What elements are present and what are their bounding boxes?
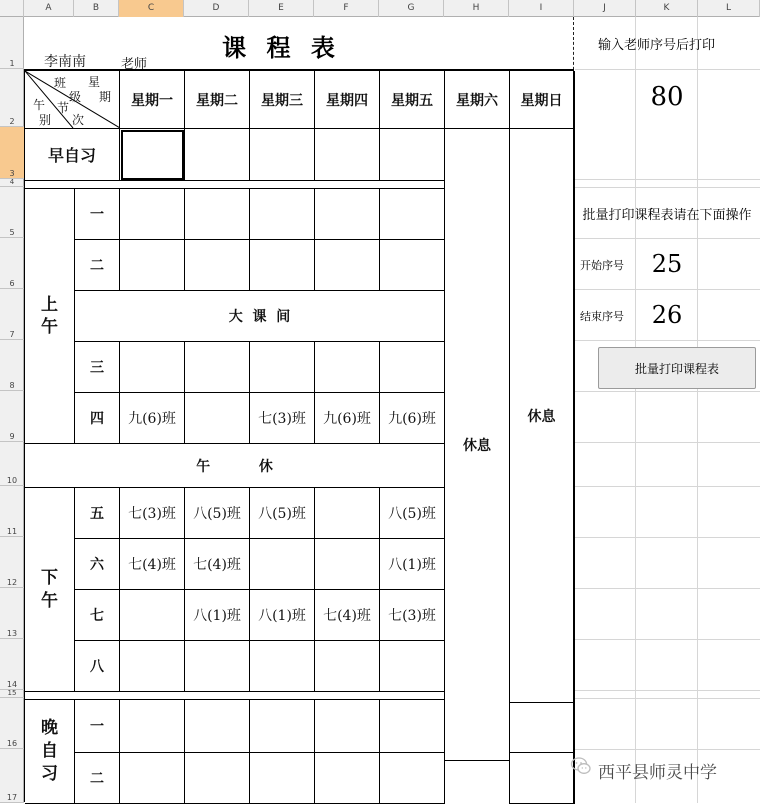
noon-rest-label: 午 休	[25, 444, 445, 488]
evening-period-2: 二	[75, 753, 120, 804]
corner-bie: 别	[39, 113, 52, 127]
row-header-17[interactable]: 17	[0, 749, 24, 803]
schedule-cell[interactable]	[380, 342, 445, 393]
schedule-cell[interactable]	[185, 189, 250, 240]
row-header-13[interactable]: 13	[0, 588, 24, 639]
row-header-1[interactable]: 1	[0, 17, 24, 69]
column-header-k[interactable]: K	[636, 0, 698, 17]
evening-period-1: 一	[75, 700, 120, 753]
row-header-5[interactable]: 5	[0, 187, 24, 238]
row-header-8[interactable]: 8	[0, 340, 24, 391]
schedule-cell[interactable]	[315, 129, 380, 181]
sunday-empty[interactable]	[510, 753, 575, 804]
wechat-icon	[570, 755, 592, 777]
saturday-rest: 休息	[445, 129, 510, 761]
corner-wu: 午	[33, 98, 46, 112]
afternoon-label: 下午	[25, 488, 75, 692]
schedule-cell[interactable]	[185, 240, 250, 291]
row-header-3[interactable]: 3	[0, 127, 24, 179]
day-header-fri: 星期五	[380, 71, 445, 129]
schedule-cell[interactable]	[315, 342, 380, 393]
period-label-7: 七	[75, 590, 120, 641]
schedule-cell[interactable]	[250, 539, 315, 590]
schedule-cell[interactable]	[250, 129, 315, 181]
period-label-3: 三	[75, 342, 120, 393]
day-header-mon: 星期一	[120, 71, 185, 129]
row-header-bar	[0, 17, 24, 803]
row-header-11[interactable]: 11	[0, 486, 24, 537]
row-header-4[interactable]: 4	[0, 179, 24, 187]
evening-study-label: 晚自习	[25, 700, 75, 804]
schedule-cell[interactable]	[185, 342, 250, 393]
row-header-12[interactable]: 12	[0, 537, 24, 588]
schedule-cell[interactable]: 七(3)班	[380, 590, 445, 641]
column-header-c[interactable]: C	[119, 0, 184, 17]
day-header-thu: 星期四	[315, 71, 380, 129]
corner-header	[25, 71, 120, 129]
column-header-j[interactable]: J	[574, 0, 636, 17]
schedule-cell[interactable]	[120, 753, 185, 804]
schedule-cell[interactable]: 八(1)班	[250, 590, 315, 641]
start-number-input[interactable]: 25	[651, 250, 683, 278]
period-label-8: 八	[75, 641, 120, 692]
row-header-9[interactable]: 9	[0, 391, 24, 442]
teacher-name: 李南南	[44, 54, 86, 70]
page-title: 课 程 表	[222, 33, 341, 62]
schedule-cell[interactable]: 八(1)班	[380, 539, 445, 590]
schedule-cell[interactable]: 八(5)班	[185, 488, 250, 539]
day-header-sun: 星期日	[510, 71, 575, 129]
schedule-cell[interactable]	[185, 700, 250, 753]
row-header-15[interactable]: 15	[0, 690, 24, 698]
print-prompt: 输入老师序号后打印	[598, 37, 716, 52]
schedule-cell[interactable]	[185, 753, 250, 804]
schedule-cell[interactable]	[120, 641, 185, 692]
row-header-2[interactable]: 2	[0, 69, 24, 127]
morning-label: 上午	[25, 189, 75, 444]
corner-ban: 班	[54, 76, 67, 90]
selected-cell-c3[interactable]	[120, 129, 185, 181]
end-number-input[interactable]: 26	[651, 301, 683, 329]
schedule-cell[interactable]	[315, 539, 380, 590]
batch-print-hint: 批量打印课程表请在下面操作	[582, 207, 752, 222]
spacer-row	[25, 692, 445, 700]
schedule-cell[interactable]	[120, 240, 185, 291]
select-all-corner[interactable]	[0, 0, 24, 17]
schedule-cell[interactable]	[120, 342, 185, 393]
schedule-cell[interactable]: 七(4)班	[185, 539, 250, 590]
schedule-cell[interactable]	[315, 189, 380, 240]
schedule-cell[interactable]: 八(5)班	[250, 488, 315, 539]
morning-study-label: 早自习	[25, 129, 120, 181]
schedule-cell[interactable]	[380, 240, 445, 291]
column-header-b[interactable]: B	[74, 0, 119, 17]
row-header-7[interactable]: 7	[0, 289, 24, 340]
column-header-g[interactable]: G	[379, 0, 444, 17]
schedule-cell[interactable]	[445, 761, 510, 804]
column-header-e[interactable]: E	[249, 0, 314, 17]
schedule-cell[interactable]	[250, 189, 315, 240]
corner-ji: 级	[69, 90, 82, 104]
schedule-cell[interactable]	[315, 641, 380, 692]
corner-ci: 次	[72, 113, 85, 127]
schedule-cell[interactable]	[315, 488, 380, 539]
corner-xing: 星	[88, 75, 101, 89]
schedule-cell[interactable]	[380, 641, 445, 692]
row-header-6[interactable]: 6	[0, 238, 24, 289]
spacer-row	[25, 181, 445, 189]
timetable-grid	[24, 69, 574, 802]
schedule-cell[interactable]	[250, 700, 315, 753]
schedule-cell[interactable]: 九(6)班	[380, 393, 445, 444]
day-header-tue: 星期二	[185, 71, 250, 129]
schedule-cell[interactable]	[380, 189, 445, 240]
start-number-label: 开始序号	[580, 260, 624, 272]
column-header-d[interactable]: D	[184, 0, 249, 17]
schedule-cell[interactable]	[185, 641, 250, 692]
period-label-4: 四	[75, 393, 120, 444]
column-header-a[interactable]: A	[24, 0, 74, 17]
batch-print-button[interactable]: 批量打印课程表	[598, 347, 756, 389]
schedule-cell[interactable]: 九(6)班	[120, 393, 185, 444]
period-label-1: 一	[75, 189, 120, 240]
schedule-cell[interactable]	[315, 700, 380, 753]
teacher-number-input[interactable]: 80	[650, 82, 684, 112]
row-header-14[interactable]: 14	[0, 639, 24, 690]
day-header-sat: 星期六	[445, 71, 510, 129]
column-header-h[interactable]: H	[444, 0, 509, 17]
period-label-6: 六	[75, 539, 120, 590]
teacher-role-label: 老师	[121, 57, 148, 72]
column-header-f[interactable]: F	[314, 0, 379, 17]
watermark-text: 西平县师灵中学	[598, 763, 717, 782]
schedule-cell[interactable]	[250, 753, 315, 804]
schedule-cell[interactable]	[315, 240, 380, 291]
schedule-cell[interactable]	[250, 240, 315, 291]
column-header-i[interactable]: I	[509, 0, 574, 17]
schedule-cell[interactable]	[120, 590, 185, 641]
schedule-cell[interactable]	[185, 393, 250, 444]
corner-qi: 期	[99, 90, 112, 104]
schedule-cell[interactable]	[250, 342, 315, 393]
schedule-cell[interactable]	[380, 700, 445, 753]
schedule-cell[interactable]: 八(5)班	[380, 488, 445, 539]
schedule-cell[interactable]	[380, 129, 445, 181]
column-header-bar	[0, 0, 760, 17]
schedule-cell[interactable]: 八(1)班	[185, 590, 250, 641]
schedule-cell[interactable]: 七(4)班	[120, 539, 185, 590]
column-header-l[interactable]: L	[698, 0, 760, 17]
schedule-cell[interactable]	[315, 753, 380, 804]
day-header-wed: 星期三	[250, 71, 315, 129]
row-header-10[interactable]: 10	[0, 442, 24, 486]
schedule-cell[interactable]: 七(3)班	[120, 488, 185, 539]
sunday-empty[interactable]	[510, 703, 575, 753]
schedule-cell[interactable]	[185, 129, 250, 181]
schedule-cell[interactable]	[120, 189, 185, 240]
sunday-rest: 休息	[510, 129, 575, 703]
corner-jie: 节	[57, 101, 70, 115]
schedule-cell[interactable]: 七(4)班	[315, 590, 380, 641]
period-label-5: 五	[75, 488, 120, 539]
schedule-cell[interactable]	[120, 700, 185, 753]
schedule-cell[interactable]: 九(6)班	[315, 393, 380, 444]
schedule-cell[interactable]: 七(3)班	[250, 393, 315, 444]
schedule-cell[interactable]	[380, 753, 445, 804]
schedule-cell[interactable]	[250, 641, 315, 692]
period-label-2: 二	[75, 240, 120, 291]
row-header-16[interactable]: 16	[0, 698, 24, 749]
end-number-label: 结束序号	[580, 311, 624, 323]
big-break-label: 大 课 间	[75, 291, 445, 342]
